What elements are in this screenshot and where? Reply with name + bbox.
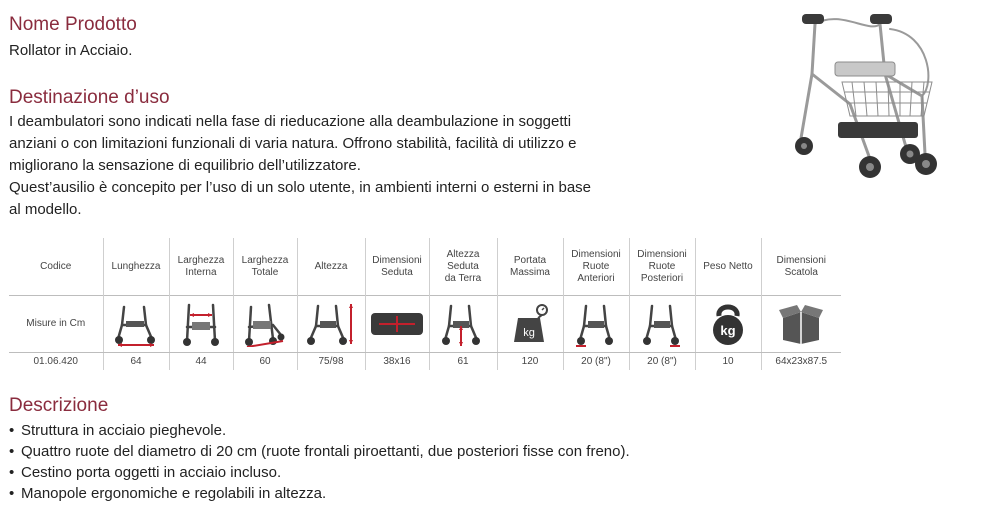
intended-use-line: anziani o con limitazioni funzionali di varia natura. Offrono stabilità, facilità di utilizzo e: [9, 135, 577, 152]
header-altezza: Altezza: [297, 238, 365, 296]
value-altezza-seduta: 61: [429, 353, 497, 371]
value-dimensioni-seduta: 38x16: [365, 353, 429, 371]
product-name: Rollator in Acciaio.: [9, 42, 133, 59]
weight-scale-icon: [497, 296, 563, 353]
row-label: Misure in Cm: [9, 296, 103, 353]
front-wheel-icon: [563, 296, 629, 353]
seat-height-icon: [429, 296, 497, 353]
table-icon-row: [9, 296, 841, 353]
table-value-row: [9, 353, 841, 371]
header-ruote-anteriori: Dimensioni Ruote Anteriori: [563, 238, 629, 296]
seat-dimension-icon: [365, 296, 429, 353]
svg-text:kg: kg: [720, 323, 736, 338]
header-larghezza-interna: Larghezza Interna: [169, 238, 233, 296]
value-altezza: 75/98: [297, 353, 365, 371]
header-lunghezza: Lunghezza: [103, 238, 169, 296]
intended-use-heading: Destinazione d’uso: [9, 87, 170, 108]
value-larghezza-totale: 60: [233, 353, 297, 371]
intended-use-line: Quest’ausilio è concepito per l’uso di un solo utente, in ambienti interni o esterni in base: [9, 179, 592, 196]
kettlebell-icon: [695, 296, 761, 353]
rollator-front-inner-width-icon: [169, 296, 233, 353]
list-item: • Cestino porta oggetti in acciaio incluso.: [9, 462, 630, 483]
intended-use-line: al modello.: [9, 201, 82, 218]
measurements-table: [9, 238, 841, 370]
rollator-three-quarter-width-icon: [233, 296, 297, 353]
product-name-heading: Nome Prodotto: [9, 14, 137, 35]
box-icon: [761, 296, 841, 353]
intended-use-line: I deambulatori sono indicati nella fase di rieducazione alla deambulazione in soggetti: [9, 113, 572, 130]
header-codice: Codice: [40, 260, 72, 272]
description-heading: Descrizione: [9, 395, 109, 416]
value-portata-massima: 120: [497, 353, 563, 371]
value-lunghezza: 64: [103, 353, 169, 371]
header-portata-massima: Portata Massima: [497, 238, 563, 296]
header-dimensioni-seduta: Dimensioni Seduta: [365, 238, 429, 296]
description-list: [9, 420, 630, 504]
list-item: • Manopole ergonomiche e regolabili in altezza.: [9, 483, 630, 504]
value-dimensioni-scatola: 64x23x87.5: [761, 353, 841, 371]
value-ruote-posteriori: 20 (8"): [629, 353, 695, 371]
header-peso-netto: Peso Netto: [695, 238, 761, 296]
header-ruote-posteriori: Dimensioni Ruote Posteriori: [629, 238, 695, 296]
header-larghezza-totale: Larghezza Totale: [233, 238, 297, 296]
header-dimensioni-scatola: Dimensioni Scatola: [761, 238, 841, 296]
list-item: • Quattro ruote del diametro di 20 cm (ruote frontali piroettanti, due posteriori fisse con freno).: [9, 441, 630, 462]
list-item: • Struttura in acciaio pieghevole.: [9, 420, 630, 441]
svg-text:kg: kg: [523, 327, 535, 339]
intended-use-line: migliorano la sensazione di equilibrio dell’utilizzatore.: [9, 157, 361, 174]
rollator-side-length-icon: [103, 296, 169, 353]
rollator-height-icon: [297, 296, 365, 353]
table-header-row: [9, 238, 841, 296]
header-altezza-seduta: Altezza Seduta da Terra: [429, 238, 497, 296]
intended-use-text: [9, 111, 699, 221]
value-larghezza-interna: 44: [169, 353, 233, 371]
value-codice: 01.06.420: [33, 355, 78, 367]
value-ruote-anteriori: 20 (8"): [563, 353, 629, 371]
rollator-product-image: [790, 4, 995, 199]
value-peso-netto: 10: [695, 353, 761, 371]
rear-wheel-icon: [629, 296, 695, 353]
